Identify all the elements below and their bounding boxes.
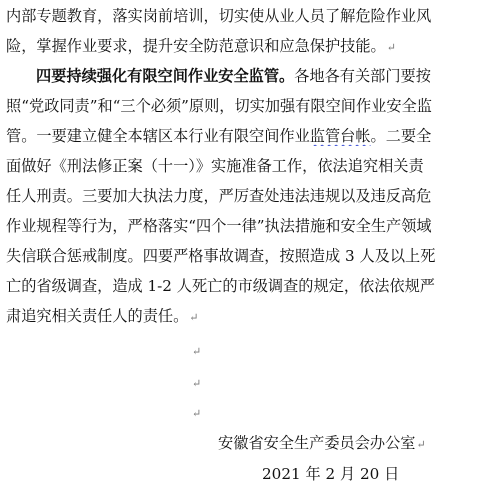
paragraph-mark-icon: ↵ [416,438,426,451]
paragraph-1-line-2 [6,36,474,58]
paragraph-2-line-1 [36,66,474,86]
paragraph-2-line-2 [6,96,474,116]
paragraph-2-line-8 [6,276,474,296]
paragraph-1-line-1 [6,6,474,26]
paragraph-mark-icon: ↵ [189,311,199,324]
text-run: 各地各有关部门要按 [294,67,431,85]
text-run: 。二要全 [370,127,432,145]
text-run: 失信联合惩戒制度。四要严格事故调查，按照造成 3 人及以上死 [6,247,436,265]
paragraph-2-line-3 [6,126,474,146]
text-run: 管。一要建立健全本辖区本行业有限空间作业 [6,127,310,145]
text-run: 内部专题教育，落实岗前培训，切实使从业人员了解危险作业风 [6,7,432,25]
paragraph-2-line-5 [6,186,474,206]
paragraph-mark-icon: ↵ [386,41,396,54]
paragraph-mark-icon: ↵ [192,345,202,358]
section-heading: 四要持续强化有限空间作业安全监管。 [36,67,295,85]
text-run: 亡的省级调查，造成 1-2 人死亡的市级调查的规定，依法依规严 [6,277,435,295]
paragraph-mark-icon: ↵ [192,407,202,420]
paragraph-mark-icon: ↵ [192,377,202,390]
signature-organization [218,433,426,455]
paragraph-2-line-7 [6,246,474,266]
paragraph-2-line-6 [6,216,474,236]
text-run: 安徽省安全生产委员会办公室 [218,434,416,452]
text-run: 险，掌握作业要求，提升安全防范意识和应急保护技能。 [6,37,386,55]
text-run: 肃追究相关责任人的责任。 [6,307,189,325]
signature-date [262,464,399,484]
text-run: 任人刑责。三要加大执法力度，严厉查处违法违规以及违反高危 [6,187,432,205]
text-run: 面做好《刑法修正案（十一）》实施准备工作，依法追究相关责 [6,157,424,175]
text-run: 2021 年 2 月 20 日 [262,465,400,483]
paragraph-2-line-4 [6,156,474,176]
text-run: 作业规程等行为，严格落实“四个一律”执法措施和安全生产领域 [6,217,432,235]
text-run: 照“党政同责”和“三个必须”原则，切实加强有限空间作业安全监 [6,97,432,115]
paragraph-2-line-9 [6,306,474,328]
spellcheck-underlined-text: 监管台帐 [309,127,371,145]
